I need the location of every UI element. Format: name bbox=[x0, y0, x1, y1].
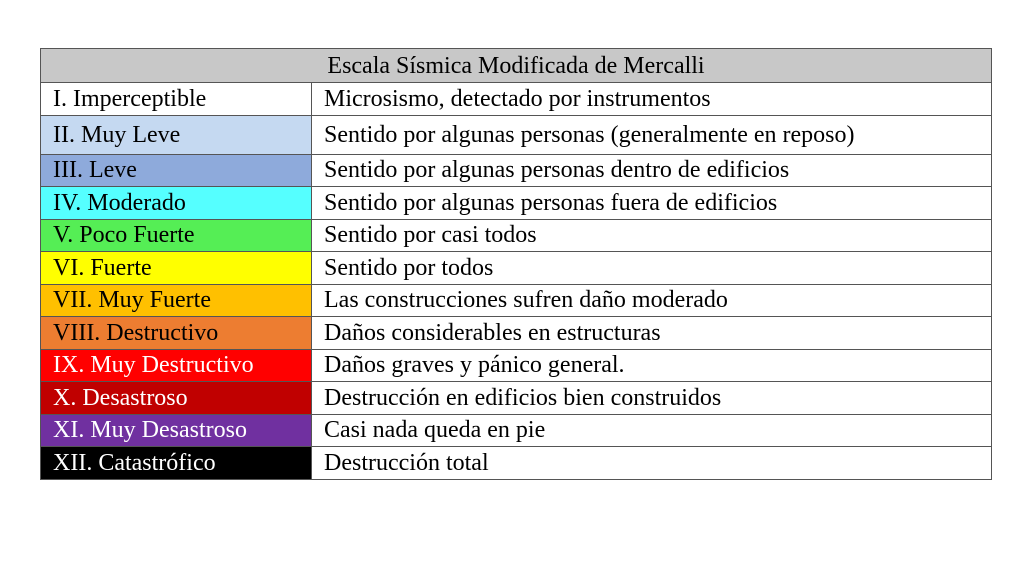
intensity-level-cell: VII. Muy Fuerte bbox=[41, 284, 312, 317]
intensity-level-cell: I. Imperceptible bbox=[41, 83, 312, 116]
table-title: Escala Sísmica Modificada de Mercalli bbox=[41, 49, 992, 83]
mercalli-scale-table bbox=[40, 48, 992, 480]
table-row bbox=[41, 252, 992, 285]
table-row bbox=[41, 414, 992, 447]
intensity-description-cell: Daños considerables en estructuras bbox=[312, 317, 992, 350]
table-row bbox=[41, 284, 992, 317]
intensity-description-cell: Sentido por todos bbox=[312, 252, 992, 285]
intensity-level-cell: IV. Moderado bbox=[41, 187, 312, 220]
intensity-description-cell: Sentido por algunas personas fuera de edificios bbox=[312, 187, 992, 220]
table-body bbox=[41, 83, 992, 480]
intensity-description-cell: Sentido por algunas personas (generalmente en reposo) bbox=[312, 115, 992, 154]
intensity-level-cell: V. Poco Fuerte bbox=[41, 219, 312, 252]
intensity-level-cell: XII. Catastrófico bbox=[41, 447, 312, 480]
table-row bbox=[41, 83, 992, 116]
table-row bbox=[41, 187, 992, 220]
intensity-description-cell: Casi nada queda en pie bbox=[312, 414, 992, 447]
table-row bbox=[41, 382, 992, 415]
intensity-level-cell: VI. Fuerte bbox=[41, 252, 312, 285]
table-row bbox=[41, 349, 992, 382]
intensity-level-cell: III. Leve bbox=[41, 154, 312, 187]
intensity-level-cell: XI. Muy Desastroso bbox=[41, 414, 312, 447]
table-row bbox=[41, 115, 992, 154]
intensity-description-cell: Daños graves y pánico general. bbox=[312, 349, 992, 382]
intensity-level-cell: IX. Muy Destructivo bbox=[41, 349, 312, 382]
intensity-level-cell: II. Muy Leve bbox=[41, 115, 312, 154]
intensity-description-cell: Las construcciones sufren daño moderado bbox=[312, 284, 992, 317]
table-title-row bbox=[41, 49, 992, 83]
table-row bbox=[41, 447, 992, 480]
intensity-level-cell: X. Desastroso bbox=[41, 382, 312, 415]
intensity-description-cell: Destrucción total bbox=[312, 447, 992, 480]
table-row bbox=[41, 317, 992, 350]
intensity-description-cell: Sentido por casi todos bbox=[312, 219, 992, 252]
intensity-description-cell: Sentido por algunas personas dentro de edificios bbox=[312, 154, 992, 187]
table-row bbox=[41, 219, 992, 252]
intensity-description-cell: Destrucción en edificios bien construidos bbox=[312, 382, 992, 415]
table-row bbox=[41, 154, 992, 187]
intensity-level-cell: VIII. Destructivo bbox=[41, 317, 312, 350]
intensity-description-cell: Microsismo, detectado por instrumentos bbox=[312, 83, 992, 116]
